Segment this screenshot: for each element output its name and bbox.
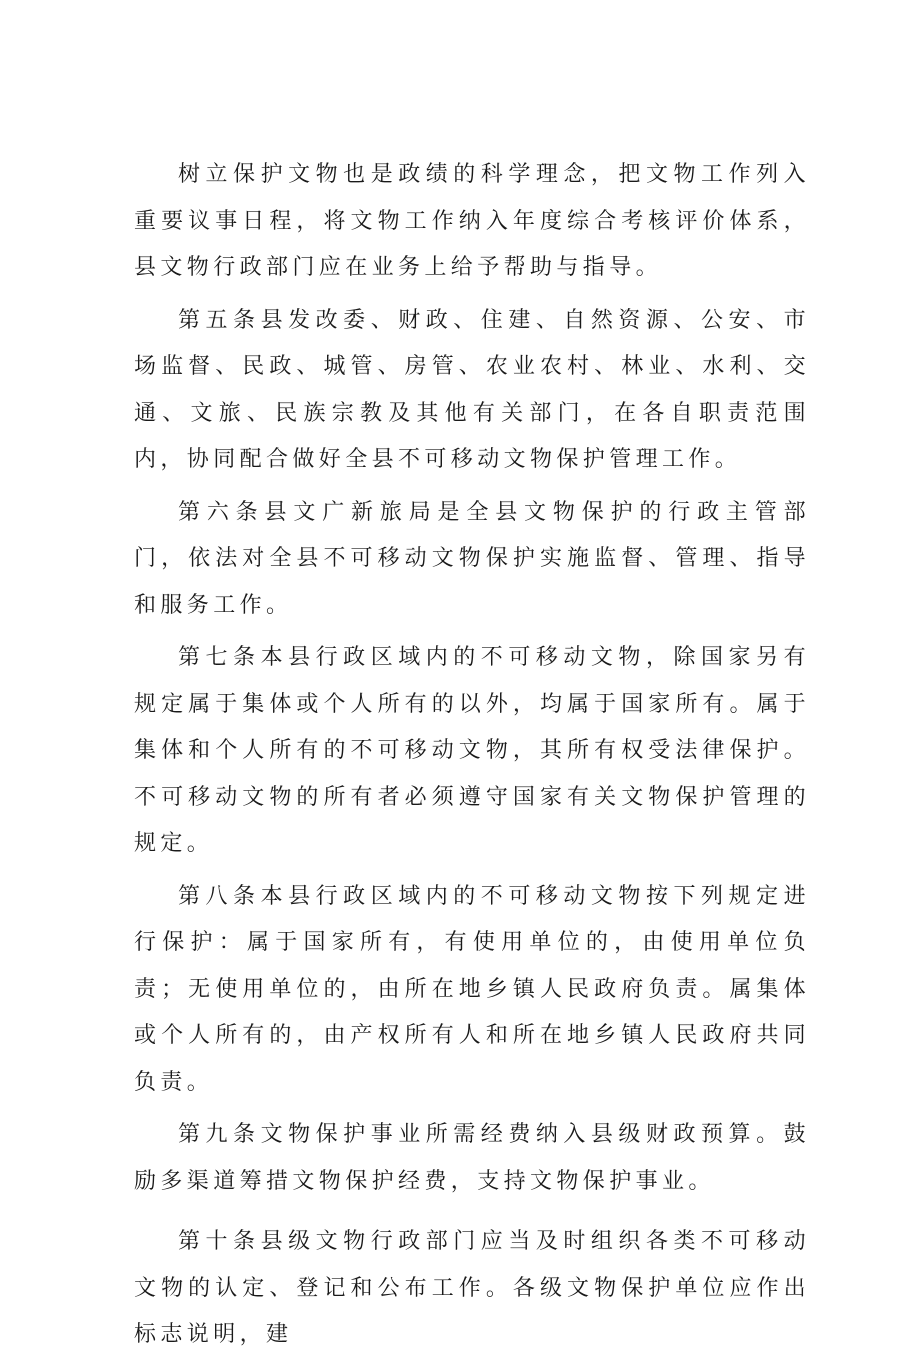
paragraph-article-5: 第五条县发改委、财政、住建、自然资源、公安、市场监督、民政、城管、房管、农业农村、林业、水利、交通、文旅、民族宗教及其他有关部门，在各自职责范围内，协同配合做好全县不可移动文物保护管理工作。 xyxy=(134,307,810,472)
paragraph-article-10: 第十条县级文物行政部门应当及时组织各类不可移动文物的认定、登记和公布工作。各级文物保护单位应作出标志说明，建 xyxy=(134,1229,810,1347)
document-body xyxy=(134,152,810,1365)
paragraph-article-6: 第六条县文广新旅局是全县文物保护的行政主管部门，依法对全县不可移动文物保护实施监督、管理、指导和服务工作。 xyxy=(134,499,810,618)
paragraph-article-8: 第八条本县行政区域内的不可移动文物按下列规定进行保护：属于国家所有，有使用单位的，由使用单位负责；无使用单位的，由所在地乡镇人民政府负责。属集体或个人所有的，由产权所有人和所在地乡镇人民政府共同负责。 xyxy=(134,883,810,1095)
paragraph-article-7: 第七条本县行政区域内的不可移动文物，除国家另有规定属于集体或个人所有的以外，均属于国家所有。属于集体和个人所有的不可移动文物，其所有权受法律保护。不可移动文物的所有者必须遵守国家有关文物保护管理的规定。 xyxy=(134,645,810,856)
paragraph-intro: 树立保护文物也是政绩的科学理念，把文物工作列入重要议事日程，将文物工作纳入年度综合考核评价体系，县文物行政部门应在业务上给予帮助与指导。 xyxy=(134,162,810,280)
paragraph-article-9: 第九条文物保护事业所需经费纳入县级财政预算。鼓励多渠道筹措文物保护经费，支持文物保护事业。 xyxy=(134,1122,810,1194)
